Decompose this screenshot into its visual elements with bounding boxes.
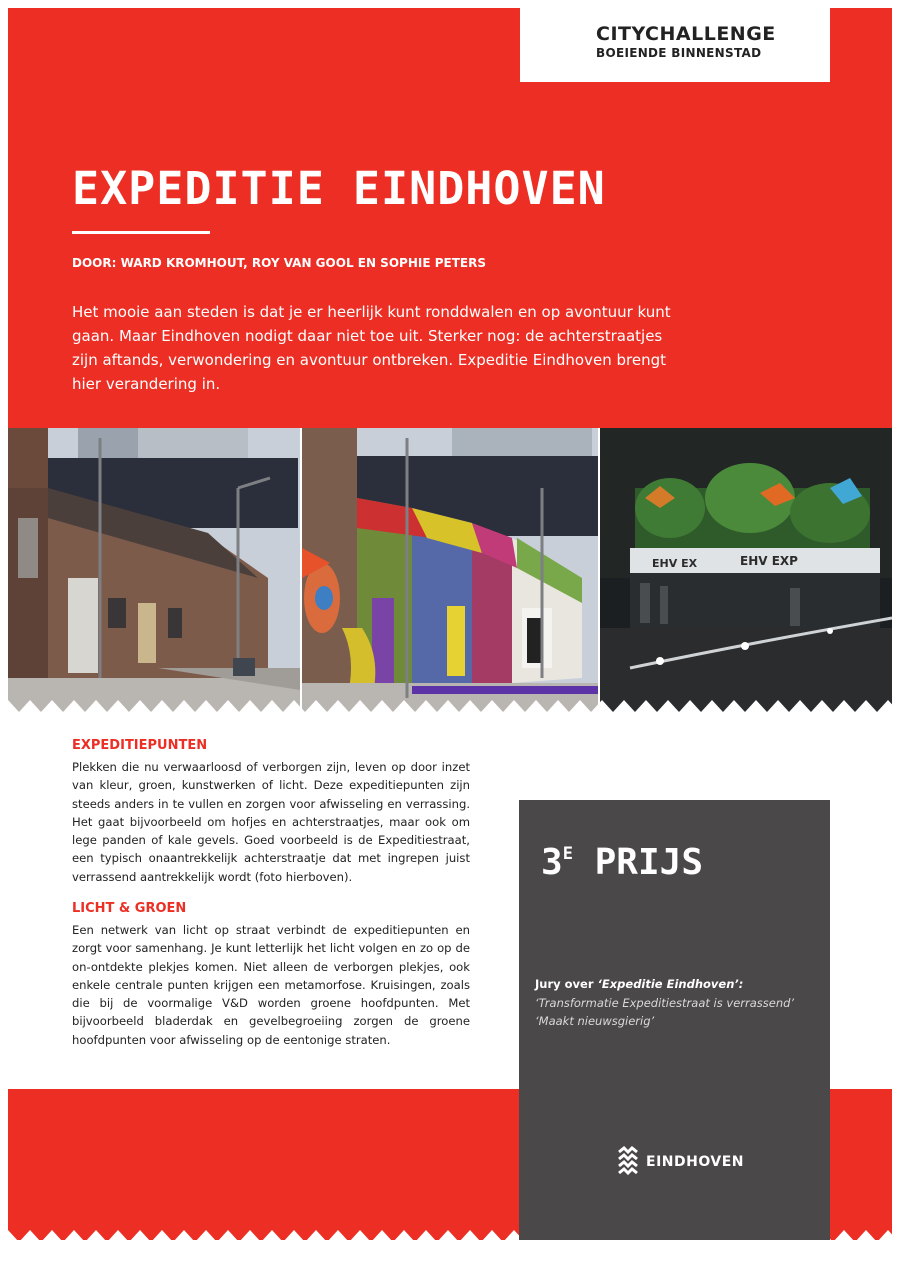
title-divider: [72, 231, 210, 234]
brand-box: [520, 8, 830, 82]
eindhoven-logo-icon: [617, 1146, 639, 1178]
jury-quote-1: ‘Transformatie Expeditiestraat is verrassend’: [535, 996, 795, 1010]
intro-paragraph: Het mooie aan steden is dat je er heerlijk kunt ronddwalen en op avontuur kunt gaan. Maar Eindhoven nodigt daar niet toe uit. Sterker nog: de achterstraatjes zijn aftands, verwondering en avontuur ontbreken. Expeditie Eindhoven brengt hier verandering in.: [72, 303, 671, 393]
jury-prefix: Jury over: [535, 977, 598, 991]
eindhoven-logo-text: EINDHOVEN: [646, 1154, 744, 1170]
jury-heading: [535, 977, 743, 991]
section-text-expeditiepunten: Plekken die nu verwaarloosd of verborgen zijn, leven op door inzet van kleur, groen, kunstwerken of licht. Deze expeditiepunten zijn steeds anders in te vullen en zorgen voor afwisseling en verrassing. Het gaat bijvoorbeeld om hofjes en achterstraatjes, maar ook om lege panden of kale gevels. Goed voorbeeld is de Expeditiestraat, een typisch onaantrekkelijk achterstraatje dat met ingrepen juist verrassend aantrekkelijk wordt (foto hierboven).: [72, 760, 470, 884]
section-heading-expeditiepunten: EXPEDITIEPUNTEN: [72, 738, 208, 753]
page-title: EXPEDITIE EINDHOVEN: [72, 162, 606, 215]
section-text-licht-groen: Een netwerk van licht op straat verbindt de expeditiepunten en zorgt voor samenhang. Je kunt letterlijk het licht volgen en zo op de on-ontdekte plekjes komen. Niet alleen de verborgen plekjes, ook enkele centrale punten krijgen een metamorfose. Kruisingen, zoals die bij de voormalige V&D worden groene hoofdpunten. Met bijvoorbeeld bladerdak en gevelbegroeiing zorgen de groene hoofdpunten voor afwisseling op de eentonige straten.: [72, 923, 470, 1047]
brand-title: CITYCHALLENGE: [596, 23, 776, 45]
photo-alley-before: [8, 428, 300, 712]
prize-ordinal: E: [562, 844, 573, 864]
section-heading-licht-groen: LICHT & GROEN: [72, 901, 187, 916]
prize-title: [541, 842, 703, 883]
photo-strip: [8, 428, 892, 712]
authors-line: DOOR: WARD KROMHOUT, ROY VAN GOOL EN SOPHIE PETERS: [72, 256, 486, 270]
jury-quote-2: ‘Maakt nieuwsgierig’: [535, 1014, 655, 1028]
jury-project: ‘Expeditie Eindhoven’:: [597, 977, 744, 991]
prize-number: 3: [541, 842, 563, 883]
photo-alley-after: [302, 428, 598, 712]
prize-label: PRIJS: [594, 842, 703, 883]
photo-green-night-render: [600, 428, 892, 712]
signage-text-1: EHV EX: [652, 557, 698, 570]
signage-text-2: EHV EXP: [740, 554, 798, 568]
zigzag-edge: [8, 690, 892, 714]
brand-subtitle: BOEIENDE BINNENSTAD: [596, 46, 762, 60]
